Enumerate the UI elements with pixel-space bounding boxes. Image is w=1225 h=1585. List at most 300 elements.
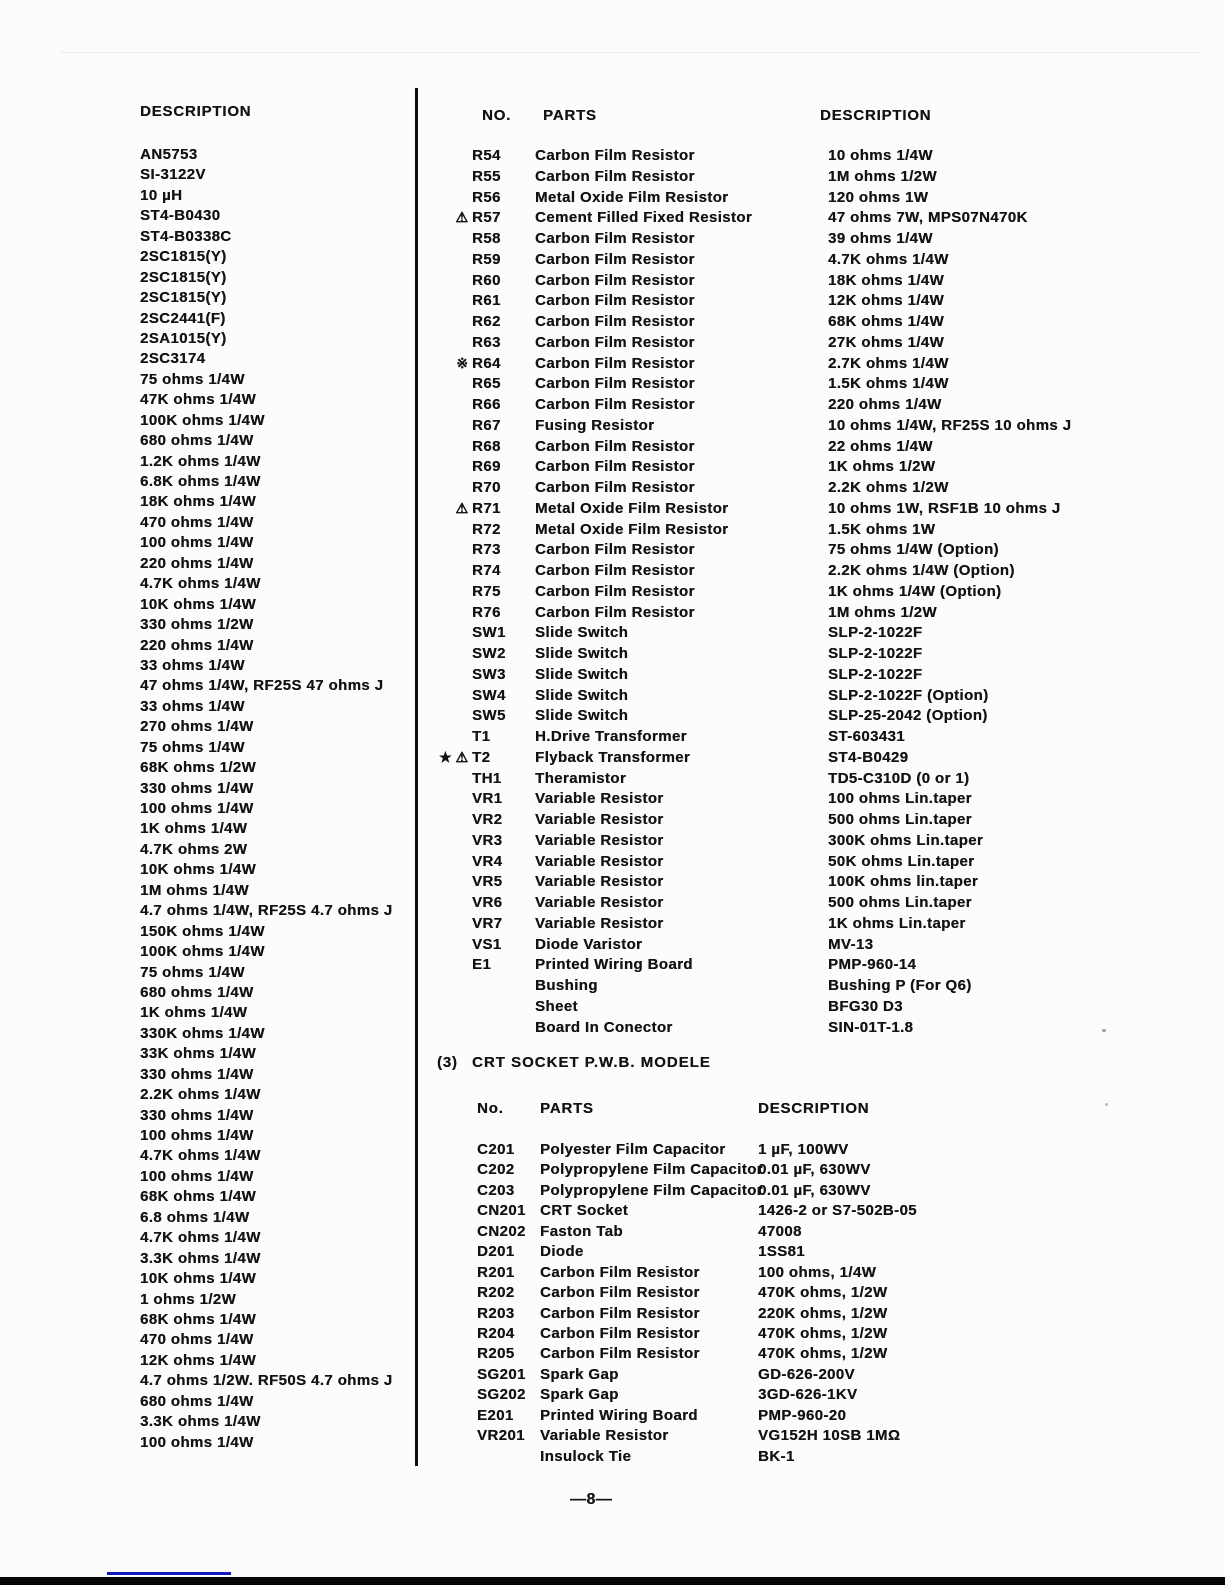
- table-row: [0, 687, 1225, 708]
- part-description: 1.5K ohms 1W: [828, 520, 936, 538]
- part-description: Bushing P (For Q6): [828, 977, 972, 994]
- part-name: Carbon Film Resistor: [540, 1324, 700, 1342]
- description-list-item: 100 ohms 1/4W: [140, 800, 254, 817]
- description-list-item: 2SC3174: [140, 350, 206, 368]
- part-number: R55: [472, 167, 501, 185]
- table-row: [0, 853, 1225, 874]
- description-list-item: 1 ohms 1/2W: [140, 1290, 237, 1308]
- description-list-item: 47 ohms 1/4W, RF25S 47 ohms J: [140, 677, 384, 695]
- part-name: Variable Resistor: [540, 1427, 669, 1445]
- part-number: R63: [472, 333, 501, 351]
- scan-speck: [1102, 1029, 1106, 1032]
- part-name: Slide Switch: [535, 707, 629, 725]
- part-name: Printed Wiring Board: [535, 956, 693, 974]
- part-number: VR3: [472, 831, 503, 849]
- part-name: Sheet: [535, 997, 578, 1015]
- description-list-item: 100 ohms 1/4W: [140, 1127, 254, 1144]
- description-list-item: 18K ohms 1/4W: [140, 493, 257, 511]
- part-name: Carbon Film Resistor: [540, 1345, 700, 1363]
- part-description: SLP-25-2042 (Option): [828, 707, 988, 725]
- description-list-item: 4.7K ohms 1/4W: [140, 1229, 261, 1247]
- part-description: 470K ohms, 1/2W: [758, 1284, 888, 1302]
- part-description: 1.5K ohms 1/4W: [828, 375, 949, 393]
- part-number: E201: [477, 1406, 514, 1424]
- part-description: 39 ohms 1/4W: [828, 230, 933, 247]
- table-row: [0, 770, 1225, 791]
- part-number: R203: [477, 1304, 515, 1322]
- table-row: [0, 1407, 1225, 1427]
- part-name: Variable Resistor: [535, 873, 664, 891]
- part-name: Carbon Film Resistor: [535, 271, 695, 289]
- part-name: Carbon Film Resistor: [535, 458, 695, 476]
- part-name: Carbon Film Resistor: [535, 333, 695, 351]
- table-row: [0, 624, 1225, 645]
- table-row: [0, 562, 1225, 583]
- part-number: R62: [472, 313, 501, 330]
- part-name: Printed Wiring Board: [540, 1406, 698, 1424]
- table-row: [0, 873, 1225, 894]
- part-number: SW3: [472, 665, 506, 683]
- description-list-item: 68K ohms 1/4W: [140, 1188, 257, 1206]
- description-list-item: 330 ohms 1/4W: [140, 1106, 254, 1124]
- description-list-item: 470 ohms 1/4W: [140, 513, 254, 531]
- part-name: Bushing: [535, 977, 598, 994]
- description-list-item: 680 ohms 1/4W: [140, 432, 254, 450]
- part-number: VR2: [472, 811, 503, 828]
- part-description: 1K ohms 1/2W: [828, 458, 936, 476]
- part-number: C202: [477, 1161, 515, 1179]
- description-list-item: 10K ohms 1/4W: [140, 595, 257, 613]
- table-row: [0, 645, 1225, 666]
- table-row: [0, 227, 1225, 251]
- caution-mark-icon: ※: [456, 354, 468, 371]
- part-description: 300K ohms Lin.taper: [828, 831, 984, 849]
- description-list-item: ST4-B0430: [140, 207, 221, 225]
- part-number: CN202: [477, 1222, 526, 1240]
- table-row: [0, 251, 1225, 272]
- description-list-item: ST4-B0338C: [140, 227, 232, 245]
- table-row: [0, 811, 1225, 832]
- part-name: Insulock Tie: [540, 1447, 632, 1465]
- part-name: Carbon Film Resistor: [535, 292, 695, 310]
- part-description: 10 ohms 1/4W: [828, 147, 933, 164]
- part-description: 120 ohms 1W: [828, 188, 929, 206]
- part-number: R72: [472, 520, 501, 538]
- description-list-item: 4.7K ohms 1/4W: [140, 1147, 261, 1165]
- part-description: 0.01 µF, 630WV: [758, 1181, 871, 1199]
- part-name: Flyback Transformer: [535, 748, 691, 766]
- part-name: Carbon Film Resistor: [535, 396, 695, 413]
- description-list-item: 100 ohms 1/4W: [140, 1167, 254, 1185]
- description-list-item: 2SA1015(Y): [140, 329, 227, 347]
- description-list-item: 6.8K ohms 1/4W: [140, 473, 261, 490]
- description-list-item: 3.3K ohms 1/4W: [140, 1249, 261, 1267]
- part-name: Carbon Film Resistor: [535, 479, 695, 496]
- part-description: 68K ohms 1/4W: [828, 313, 945, 330]
- part-description: SLP-2-1022F: [828, 624, 923, 642]
- part-name: Variable Resistor: [535, 852, 664, 870]
- description-list-item: 270 ohms 1/4W: [140, 718, 254, 736]
- part-name: Metal Oxide Film Resistor: [535, 520, 729, 538]
- part-name: Slide Switch: [535, 645, 629, 662]
- part-description: BFG30 D3: [828, 997, 903, 1015]
- part-name: Spark Gap: [540, 1365, 619, 1383]
- part-number: R58: [472, 230, 501, 247]
- description-list-item: 470 ohms 1/4W: [140, 1331, 254, 1349]
- scan-bottom-edge: [0, 1577, 1225, 1585]
- part-number: R60: [472, 271, 501, 289]
- description-list-item: 3.3K ohms 1/4W: [140, 1413, 261, 1431]
- part-description: 2.2K ohms 1/4W (Option): [828, 562, 1015, 579]
- part-number: E1: [472, 956, 492, 974]
- part-name: Carbon Film Resistor: [535, 375, 695, 393]
- table-row: [0, 915, 1225, 936]
- description-list-item: 330 ohms 1/4W: [140, 1065, 254, 1083]
- description-list-item: 100 ohms 1/4W: [140, 534, 254, 552]
- caution-mark-icon: ⚠: [455, 499, 468, 516]
- table-row: [0, 790, 1225, 811]
- part-description: 10 ohms 1W, RSF1B 10 ohms J: [828, 499, 1061, 517]
- section3-number: (3): [437, 1054, 458, 1071]
- table-row: [0, 355, 1225, 376]
- part-name: Carbon Film Resistor: [535, 313, 695, 330]
- part-name: CRT Socket: [540, 1202, 629, 1220]
- table-row: [0, 396, 1225, 417]
- part-name: Variable Resistor: [535, 811, 664, 828]
- part-description: 100 ohms, 1/4W: [758, 1263, 877, 1281]
- part-description: 4.7K ohms 1/4W: [828, 250, 949, 268]
- description-list-item: 1M ohms 1/4W: [140, 881, 249, 899]
- table-row: [0, 1182, 1225, 1202]
- part-number: R59: [472, 250, 501, 268]
- part-name: Faston Tab: [540, 1222, 623, 1240]
- table-row: [0, 956, 1225, 977]
- part-description: 47 ohms 7W, MPS07N470K: [828, 209, 1028, 227]
- description-list-item: 330 ohms 1/4W: [140, 779, 254, 797]
- table-row: [0, 541, 1225, 562]
- part-number: VR4: [472, 852, 503, 870]
- part-number: R74: [472, 562, 501, 579]
- part-description: SIN-01T-1.8: [828, 1018, 914, 1036]
- description-list-item: 1K ohms 1/4W: [140, 1004, 248, 1022]
- table-row: [0, 1366, 1225, 1386]
- part-name: H.Drive Transformer: [535, 728, 687, 745]
- description-list-item: 47K ohms 1/4W: [140, 391, 257, 409]
- part-description: 10 ohms 1/4W, RF25S 10 ohms J: [828, 416, 1072, 434]
- part-name: Metal Oxide Film Resistor: [535, 499, 729, 517]
- part-name: Variable Resistor: [535, 790, 664, 808]
- table-row: [0, 147, 1225, 168]
- part-name: Theramistor: [535, 769, 627, 787]
- part-number: R204: [477, 1324, 515, 1342]
- part-number: R65: [472, 375, 501, 393]
- part-description: 22 ohms 1/4W: [828, 437, 933, 455]
- left-column-header: DESCRIPTION: [140, 103, 252, 120]
- table-row: [0, 728, 1225, 749]
- description-list-item: 2SC1815(Y): [140, 248, 227, 266]
- part-description: 100 ohms Lin.taper: [828, 790, 972, 808]
- part-number: R69: [472, 458, 501, 476]
- description-list-item: AN5753: [140, 146, 198, 163]
- part-name: Variable Resistor: [535, 831, 664, 849]
- part-description: 1426-2 or S7-502B-05: [758, 1202, 917, 1220]
- part-name: Spark Gap: [540, 1386, 619, 1404]
- table-row: [0, 894, 1225, 915]
- table-row: [0, 1345, 1225, 1365]
- part-name: Slide Switch: [535, 686, 629, 704]
- part-number: SG202: [477, 1386, 526, 1404]
- table-row: [0, 313, 1225, 334]
- table-row: [0, 936, 1225, 957]
- description-list-item: 1K ohms 1/4W: [140, 820, 248, 838]
- table-row: [0, 749, 1225, 770]
- part-name: Carbon Film Resistor: [535, 541, 695, 559]
- part-description: 50K ohms Lin.taper: [828, 852, 975, 870]
- main-parts-table: [0, 147, 1225, 1039]
- part-description: 1K ohms Lin.taper: [828, 914, 966, 932]
- table-row: [0, 1325, 1225, 1345]
- part-description: 500 ohms Lin.taper: [828, 811, 972, 828]
- part-description: 0.01 µF, 630WV: [758, 1161, 871, 1179]
- table-row: [0, 1264, 1225, 1284]
- description-list-item: 680 ohms 1/4W: [140, 1392, 254, 1410]
- part-description: 12K ohms 1/4W: [828, 292, 945, 310]
- scan-artifact-line: [60, 52, 1200, 53]
- description-list-item: 220 ohms 1/4W: [140, 636, 254, 654]
- part-description: 27K ohms 1/4W: [828, 333, 945, 351]
- description-list-item: 68K ohms 1/2W: [140, 759, 257, 777]
- part-number: R201: [477, 1263, 515, 1281]
- description-list-item: 2SC2441(F): [140, 309, 226, 327]
- part-number: SW5: [472, 707, 506, 725]
- part-description: 3GD-626-1KV: [758, 1386, 858, 1404]
- part-number: R205: [477, 1345, 515, 1363]
- table-row: [0, 604, 1225, 625]
- description-list-item: 2SC1815(Y): [140, 289, 227, 307]
- part-number: CN201: [477, 1202, 526, 1220]
- description-list-item: 68K ohms 1/4W: [140, 1310, 257, 1328]
- table-row: [0, 375, 1225, 396]
- part-description: 47008: [758, 1222, 802, 1240]
- table-row: [0, 1019, 1225, 1040]
- part-description: 1SS81: [758, 1243, 806, 1261]
- table-row: [0, 438, 1225, 459]
- part-description: 1K ohms 1/4W (Option): [828, 582, 1002, 600]
- description-list-item: 33 ohms 1/4W: [140, 656, 245, 674]
- description-list-item: 10K ohms 1/4W: [140, 861, 257, 879]
- part-name: Carbon Film Resistor: [535, 437, 695, 455]
- part-number: TH1: [472, 769, 502, 787]
- part-number: VR6: [472, 894, 503, 911]
- part-number: SW4: [472, 686, 506, 704]
- description-list-item: 100 ohms 1/4W: [140, 1433, 254, 1451]
- main-table-header-description: DESCRIPTION: [820, 107, 932, 124]
- description-list-item: 2.2K ohms 1/4W: [140, 1086, 261, 1104]
- part-name: Variable Resistor: [535, 894, 664, 911]
- description-list-item: 4.7 ohms 1/4W, RF25S 4.7 ohms J: [140, 902, 393, 920]
- description-list-item: 75 ohms 1/4W: [140, 738, 245, 756]
- part-number: C203: [477, 1181, 515, 1199]
- part-name: Diode Varistor: [535, 935, 643, 953]
- part-name: Carbon Film Resistor: [535, 603, 695, 621]
- part-number: R202: [477, 1284, 515, 1302]
- caution-mark-icon: ★ ⚠: [439, 748, 468, 765]
- part-description: SLP-2-1022F (Option): [828, 686, 989, 704]
- description-list-item: 33 ohms 1/4W: [140, 697, 245, 715]
- part-description: PMP-960-20: [758, 1406, 847, 1424]
- page-number: —8—: [570, 1491, 613, 1508]
- table-row: [0, 334, 1225, 355]
- part-name: Carbon Film Resistor: [535, 147, 695, 164]
- table-row: [0, 500, 1225, 521]
- part-description: 2.2K ohms 1/2W: [828, 479, 949, 496]
- crt-table-header-description: DESCRIPTION: [758, 1100, 870, 1117]
- table-row: [0, 1161, 1225, 1181]
- part-name: Diode: [540, 1243, 584, 1261]
- part-description: 1 µF, 100WV: [758, 1141, 849, 1158]
- table-row: [0, 1202, 1225, 1222]
- part-name: Carbon Film Resistor: [540, 1263, 700, 1281]
- table-row: [0, 832, 1225, 853]
- description-list-item: 4.7K ohms 2W: [140, 840, 248, 858]
- part-description: 100K ohms lin.taper: [828, 873, 979, 891]
- crt-parts-table: [0, 1141, 1225, 1468]
- part-name: Variable Resistor: [535, 914, 664, 932]
- part-number: R56: [472, 188, 501, 206]
- description-list-item: 680 ohms 1/4W: [140, 983, 254, 1001]
- table-row: [0, 168, 1225, 189]
- part-name: Carbon Film Resistor: [535, 250, 695, 268]
- table-row: [0, 479, 1225, 500]
- part-name: Carbon Film Resistor: [540, 1284, 700, 1302]
- part-description: 500 ohms Lin.taper: [828, 894, 972, 911]
- table-row: [0, 417, 1225, 438]
- part-number: VR1: [472, 790, 503, 808]
- part-number: R67: [472, 416, 501, 434]
- part-number: T1: [472, 728, 491, 745]
- part-description: GD-626-200V: [758, 1365, 855, 1383]
- part-description: 2.7K ohms 1/4W: [828, 354, 949, 372]
- part-number: R64: [472, 354, 501, 372]
- description-list-item: 4.7 ohms 1/2W. RF50S 4.7 ohms J: [140, 1372, 393, 1390]
- part-number: SW1: [472, 624, 506, 642]
- part-name: Polypropylene Film Capacitor: [540, 1181, 763, 1199]
- description-list-item: 330K ohms 1/4W: [140, 1024, 265, 1042]
- table-row: [0, 1448, 1225, 1468]
- part-description: 1M ohms 1/2W: [828, 167, 937, 185]
- description-list-item: 75 ohms 1/4W: [140, 963, 245, 981]
- description-list-item: 10K ohms 1/4W: [140, 1270, 257, 1288]
- table-row: [0, 1141, 1225, 1161]
- part-name: Carbon Film Resistor: [535, 167, 695, 185]
- part-name: Polypropylene Film Capacitor: [540, 1161, 763, 1179]
- part-description: 1M ohms 1/2W: [828, 603, 937, 621]
- part-name: Carbon Film Resistor: [535, 230, 695, 247]
- description-list-item: 10 µH: [140, 186, 183, 204]
- table-row: [0, 1427, 1225, 1447]
- part-description: BK-1: [758, 1447, 795, 1465]
- part-number: R66: [472, 396, 501, 413]
- part-number: VR201: [477, 1427, 525, 1445]
- table-row: [0, 1386, 1225, 1406]
- section3-title: CRT SOCKET P.W.B. MODELE: [472, 1054, 711, 1071]
- part-number: R76: [472, 603, 501, 621]
- part-name: Polyester Film Capacitor: [540, 1141, 726, 1158]
- blue-underline-mark: [107, 1572, 231, 1575]
- main-table-header-no: NO.: [482, 107, 512, 124]
- crt-table-header-parts: PARTS: [540, 1100, 594, 1117]
- part-description: 470K ohms, 1/2W: [758, 1324, 888, 1342]
- description-list-item: 150K ohms 1/4W: [140, 922, 265, 940]
- part-name: Fusing Resistor: [535, 416, 655, 434]
- description-list-item: SI-3122V: [140, 166, 206, 184]
- description-list-item: 33K ohms 1/4W: [140, 1045, 257, 1063]
- description-list-item: 12K ohms 1/4W: [140, 1351, 257, 1369]
- table-row: [0, 521, 1225, 542]
- part-description: 220 ohms 1/4W: [828, 396, 942, 413]
- part-name: Slide Switch: [535, 665, 629, 683]
- table-row: [0, 272, 1225, 293]
- description-list-item: 100K ohms 1/4W: [140, 943, 265, 961]
- table-row: [0, 1223, 1225, 1243]
- description-list-item: 6.8 ohms 1/4W: [140, 1208, 250, 1226]
- part-description: VG152H 10SB 1MΩ: [758, 1427, 901, 1445]
- part-number: SG201: [477, 1365, 526, 1383]
- crt-table-header-no: No.: [477, 1100, 504, 1117]
- part-number: C201: [477, 1141, 515, 1158]
- part-description: 470K ohms, 1/2W: [758, 1345, 888, 1363]
- part-name: Cement Filled Fixed Resistor: [535, 209, 753, 227]
- description-list-item: 330 ohms 1/2W: [140, 616, 254, 634]
- table-row: [0, 458, 1225, 479]
- part-description: TD5-C310D (0 or 1): [828, 769, 970, 787]
- table-row: [0, 186, 1225, 210]
- table-row: [0, 209, 1225, 230]
- table-row: [0, 998, 1225, 1019]
- part-description: 220K ohms, 1/2W: [758, 1304, 888, 1322]
- part-name: Board In Conector: [535, 1018, 673, 1036]
- part-number: R61: [472, 292, 501, 310]
- description-list-item: 100K ohms 1/4W: [140, 411, 265, 429]
- table-row: [0, 1284, 1225, 1304]
- main-table-header-parts: PARTS: [543, 107, 597, 124]
- table-row: [0, 292, 1225, 313]
- part-number: VR5: [472, 873, 503, 891]
- caution-mark-icon: ⚠: [455, 209, 468, 226]
- table-row: [0, 707, 1225, 728]
- part-description: ST4-B0429: [828, 748, 909, 766]
- table-row: [0, 977, 1225, 998]
- part-description: PMP-960-14: [828, 956, 917, 974]
- part-number: VR7: [472, 914, 503, 932]
- part-name: Carbon Film Resistor: [535, 562, 695, 579]
- table-row: [0, 1243, 1225, 1263]
- part-number: R68: [472, 437, 501, 455]
- part-name: Carbon Film Resistor: [535, 354, 695, 372]
- part-name: Slide Switch: [535, 624, 629, 642]
- part-number: R70: [472, 479, 501, 496]
- part-description: SLP-2-1022F: [828, 665, 923, 683]
- part-description: ST-603431: [828, 728, 905, 745]
- scan-speck: [1105, 1103, 1108, 1106]
- part-number: SW2: [472, 645, 506, 662]
- part-name: Carbon Film Resistor: [535, 582, 695, 600]
- part-number: R54: [472, 147, 501, 164]
- table-row: [0, 1305, 1225, 1325]
- part-number: R75: [472, 582, 501, 600]
- part-number: D201: [477, 1243, 515, 1261]
- part-number: VS1: [472, 935, 502, 953]
